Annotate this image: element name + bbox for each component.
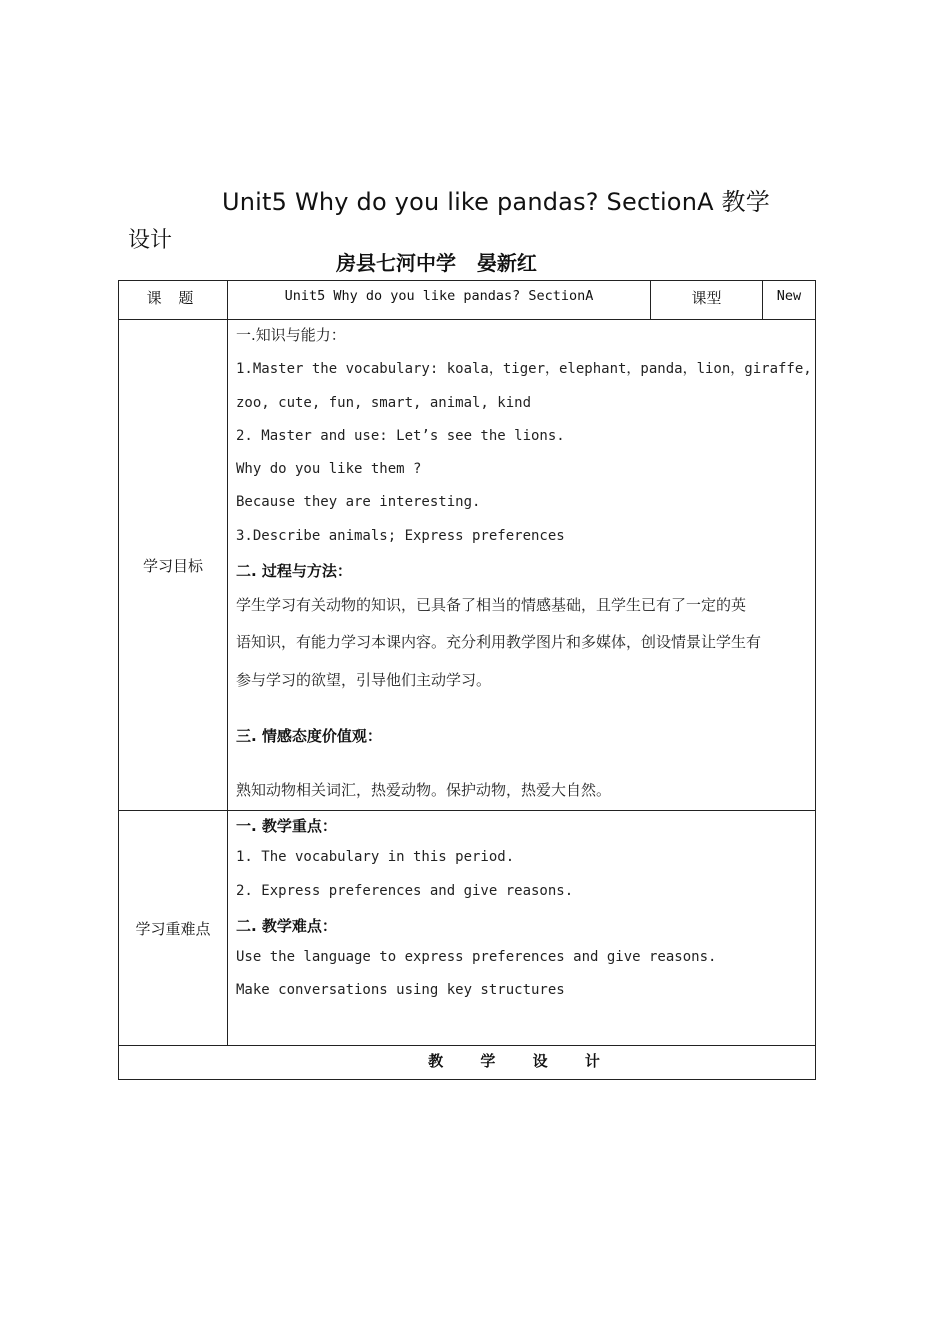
- lesson-plan-table: [118, 280, 816, 1080]
- objectives-item1-line2: zoo, cute, fun, smart, animal, kind: [236, 395, 532, 411]
- header-row: [119, 281, 816, 320]
- objectives-item3: 3.Describe animals; Express preferences: [236, 528, 565, 544]
- objectives-item2-line3: Because they are interesting.: [236, 494, 481, 510]
- difficulty-2: Make conversations using key structures: [236, 982, 565, 998]
- objectives-content: [228, 320, 816, 811]
- objectives-section2-line1: 学生学习有关动物的知识，已具备了相当的情感基础，且学生已有了一定的英: [236, 596, 747, 614]
- objectives-row: [119, 320, 816, 811]
- key-points-section2-heading: 二. 教学难点：: [236, 917, 337, 935]
- objectives-item2-line2: Why do you like them ?: [236, 461, 422, 477]
- objectives-section1-heading: 一.知识与能力：: [236, 326, 346, 344]
- objectives-section3-heading: 三. 情感态度价值观：: [236, 727, 382, 745]
- topic-label: 课 题: [119, 281, 228, 320]
- objectives-item1-line1: 1.Master the vocabulary: koala，tiger，elephant，panda，lion，giraffe,: [236, 361, 812, 377]
- objectives-section2-line2: 语知识，有能力学习本课内容。充分利用教学图片和多媒体，创设情景让学生有: [236, 633, 762, 651]
- objectives-item2-line1: 2. Master and use: Let’s see the lions.: [236, 428, 565, 444]
- difficulty-1: Use the language to express preferences and give reasons.: [236, 949, 717, 965]
- objectives-section2-line3: 参与学习的欲望，引导他们主动学习。: [236, 671, 492, 689]
- document-title-line1: Unit5 Why do you like pandas? SectionA 教学: [222, 188, 770, 216]
- lesson-type-value: New: [763, 281, 816, 320]
- key-point-1: 1. The vocabulary in this period.: [236, 849, 515, 865]
- objectives-section2-heading: 二. 过程与方法：: [236, 562, 352, 580]
- key-points-label: 学习重难点: [119, 811, 228, 1046]
- objectives-section3-line1: 熟知动物相关词汇，热爱动物。保护动物，热爱大自然。: [236, 781, 612, 799]
- objectives-label: 学习目标: [119, 320, 228, 811]
- key-points-section1-heading: 一. 教学重点：: [236, 817, 337, 835]
- lesson-type-label: 课型: [651, 281, 763, 320]
- author-line: 房县七河中学 晏新红: [336, 251, 537, 275]
- teaching-design-label: 教 学 设 计: [119, 1046, 816, 1080]
- key-point-2: 2. Express preferences and give reasons.: [236, 883, 574, 899]
- design-row: [119, 1046, 816, 1080]
- key-points-content: [228, 811, 816, 1046]
- topic-value: Unit5 Why do you like pandas? SectionA: [228, 281, 651, 320]
- document-title-line2: 设计: [128, 228, 173, 253]
- key-points-row: [119, 811, 816, 1046]
